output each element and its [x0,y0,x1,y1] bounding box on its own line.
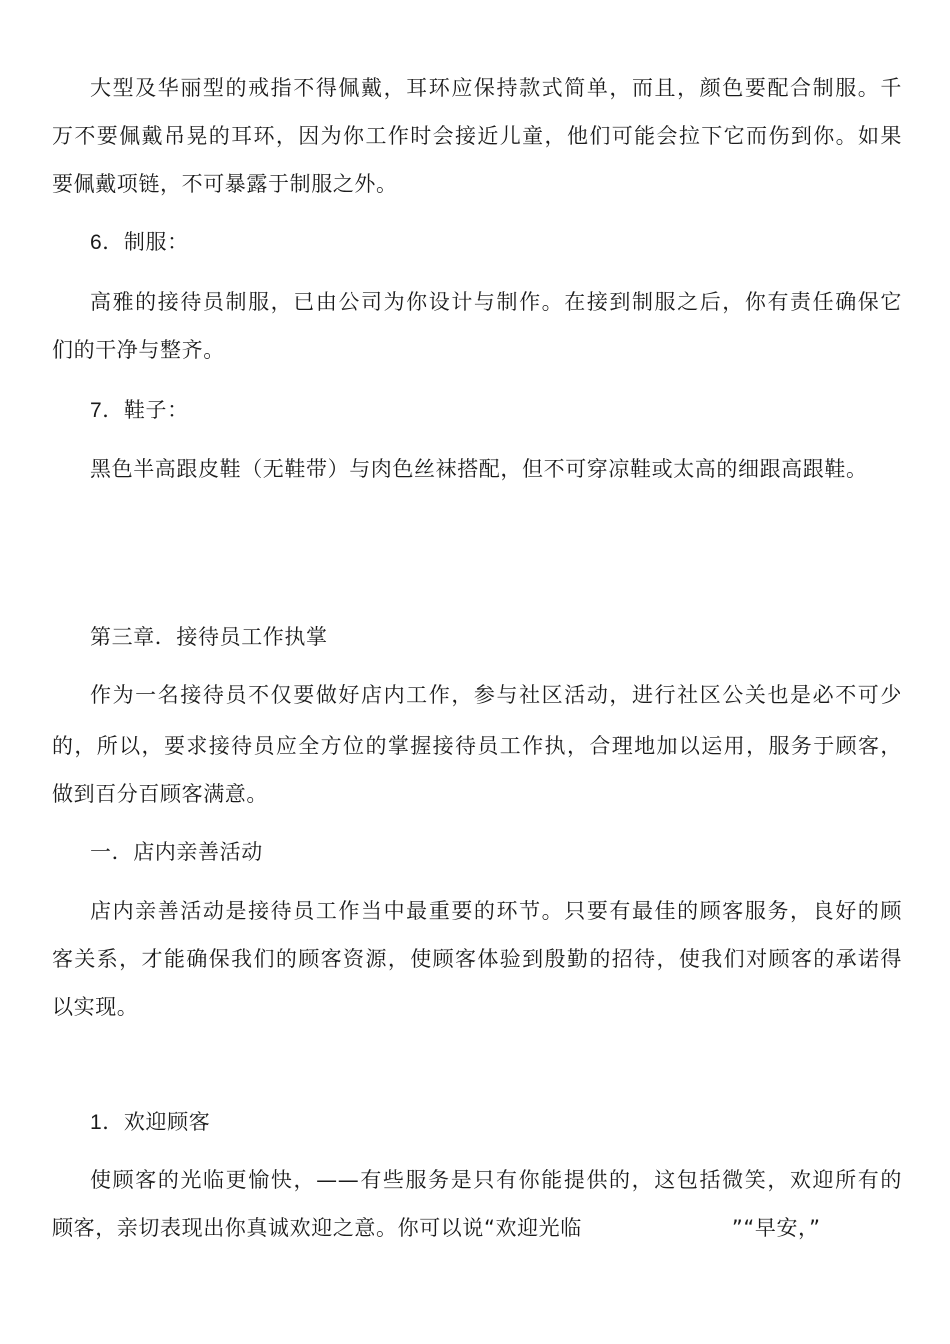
heading-welcome [90,1108,902,1137]
heading-uniform-text: 制服： [123,230,189,254]
heading-welcome-number: 1． [90,1111,124,1134]
paragraph-instore-line-1: 店内亲善活动是接待员工作当中最重要的环节。只要有最佳的顾客服务，良好的顾 [90,899,902,923]
paragraph-shoes-line-1: 黑色半高跟皮鞋（无鞋带）与肉色丝袜搭配，但不可穿凉鞋或太高的细跟高跟鞋。 [90,457,868,481]
paragraph-jewelry-line-3: 要佩戴项链，不可暴露于制服之外。 [52,172,398,196]
paragraph-welcome-line-2 [52,1214,902,1242]
paragraph-chapter-intro-line-3: 做到百分百顾客满意。 [52,782,268,806]
heading-uniform [90,228,902,257]
paragraph-welcome-line-1: 使顾客的光临更愉快，——有些服务是只有你能提供的，这包括微笑，欢迎所有的 [90,1168,902,1192]
paragraph-jewelry-line-1: 大型及华丽型的戒指不得佩戴，耳环应保持款式简单，而且，颜色要配合制服。千 [90,76,902,100]
heading-shoes-number: 7． [90,399,124,422]
paragraph-instore-line-2: 客关系，才能确保我们的顾客资源，使顾客体验到殷勤的招待，使我们对顾客的承诺得 [52,947,902,971]
paragraph-welcome-line-2-end: ”“早安，” [731,1216,821,1240]
heading-welcome-text: 欢迎顾客 [123,1110,211,1134]
heading-uniform-number: 6． [90,231,124,254]
section-heading-instore: 一．店内亲善活动 [90,840,263,864]
paragraph-uniform-line-2: 们的干净与整齐。 [52,338,225,362]
chapter-heading: 第三章．接待员工作执掌 [90,625,328,649]
paragraph-chapter-intro-line-1: 作为一名接待员不仅要做好店内工作，参与社区活动，进行社区公关也是必不可少 [90,683,902,707]
heading-shoes [90,396,902,425]
paragraph-uniform-line-1: 高雅的接待员制服，已由公司为你设计与制作。在接到制服之后，你有责任确保它 [90,290,902,314]
heading-shoes-text: 鞋子： [123,398,189,422]
paragraph-instore-line-3: 以实现。 [52,995,139,1019]
paragraph-jewelry-line-2: 万不要佩戴吊晃的耳环，因为你工作时会接近儿童，他们可能会拉下它而伤到你。如果 [52,124,902,148]
paragraph-welcome-line-2-start: 顾客，亲切表现出你真诚欢迎之意。你可以说“欢迎光临 [52,1216,582,1240]
paragraph-chapter-intro-line-2: 的，所以，要求接待员应全方位的掌握接待员工作执，合理地加以运用，服务于顾客， [52,734,902,758]
